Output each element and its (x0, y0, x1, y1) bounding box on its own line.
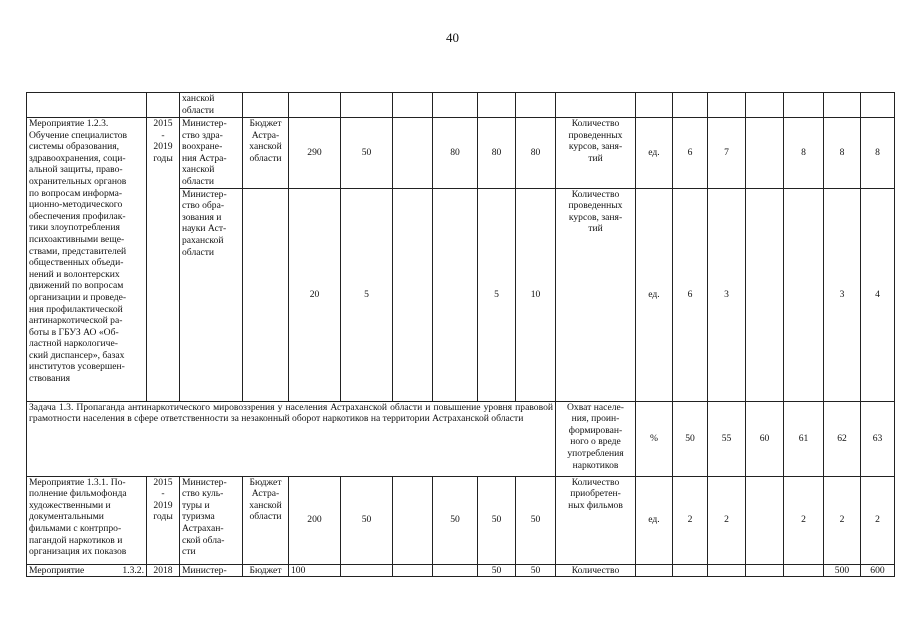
cell-empty (746, 93, 784, 118)
cell-empty (27, 93, 147, 118)
indicator-cell: Количество (556, 564, 636, 577)
funding-2018-cell: 5 (478, 188, 516, 401)
indicator-2019-cell: 600 (861, 564, 895, 577)
unit-cell: ед. (636, 476, 673, 564)
unit-cell (636, 564, 673, 577)
unit-cell: % (636, 401, 673, 476)
indicator-base-cell: 50 (673, 401, 708, 476)
indicator-2015-cell: 55 (708, 401, 746, 476)
page-number: 40 (446, 30, 459, 45)
cell-empty (556, 93, 636, 118)
cell-empty (243, 188, 289, 401)
unit-cell: ед. (636, 118, 673, 189)
funding-2016-cell (393, 476, 433, 564)
funding-2017-cell (433, 188, 478, 401)
program-measures-table (26, 92, 895, 577)
cell-empty (478, 93, 516, 118)
funding-2015-cell: 50 (341, 476, 393, 564)
indicator-2018-cell: 500 (824, 564, 861, 577)
indicator-2018-cell: 3 (824, 188, 861, 401)
indicator-2018-cell: 2 (824, 476, 861, 564)
indicator-cell: Количество приобретен- ных фильмов (556, 476, 636, 564)
funding-source-cell: Бюджет Астра- ханской области (243, 118, 289, 189)
indicator-2016-cell (746, 188, 784, 401)
funding-2018-cell: 80 (478, 118, 516, 189)
cell-empty (824, 93, 861, 118)
funding-total-cell: 290 (289, 118, 341, 189)
period-cell: 2018 (147, 564, 180, 577)
period-cell: 2015 - 2019 годы (147, 476, 180, 564)
funding-2015-cell (341, 564, 393, 577)
indicator-2015-cell (708, 564, 746, 577)
indicator-2019-cell: 63 (861, 401, 895, 476)
table-row-measure-1-2-3-health (27, 118, 895, 189)
ministry-continuation-cell: ханской области (180, 93, 243, 118)
indicator-2017-cell (784, 564, 824, 577)
cell-empty (433, 93, 478, 118)
indicator-2016-cell (746, 564, 784, 577)
cell-empty (393, 93, 433, 118)
cell-empty (673, 93, 708, 118)
funding-total-cell: 20 (289, 188, 341, 401)
funding-2016-cell (393, 118, 433, 189)
indicator-2017-cell (784, 188, 824, 401)
indicator-base-cell (673, 564, 708, 577)
cell-empty (289, 93, 341, 118)
cell-empty (147, 93, 180, 118)
funding-2018-cell: 50 (478, 564, 516, 577)
executor-cell: Министер- ство куль- туры и туризма Астрахан- ской обла- сти (180, 476, 243, 564)
executor-cell: Министер- ство здра- воохране- ния Астра- ханской области (180, 118, 243, 189)
funding-2019-cell: 80 (516, 118, 556, 189)
indicator-2017-cell: 2 (784, 476, 824, 564)
funding-2017-cell: 50 (433, 476, 478, 564)
indicator-2018-cell: 62 (824, 401, 861, 476)
indicator-2017-cell: 61 (784, 401, 824, 476)
funding-2017-cell (433, 564, 478, 577)
cell-empty (861, 93, 895, 118)
indicator-cell: Количество проведенных курсов, заня- тий (556, 188, 636, 401)
funding-2015-cell: 50 (341, 118, 393, 189)
indicator-2017-cell: 8 (784, 118, 824, 189)
period-cell: 2015 - 2019 годы (147, 118, 180, 402)
indicator-2015-cell: 2 (708, 476, 746, 564)
indicator-2019-cell: 8 (861, 118, 895, 189)
measure-name-cell: Мероприятие 1.3.2. (27, 564, 147, 577)
cell-empty (784, 93, 824, 118)
funding-2019-cell: 50 (516, 564, 556, 577)
cell-empty (516, 93, 556, 118)
funding-2019-cell: 10 (516, 188, 556, 401)
funding-source-cell: Бюджет (243, 564, 289, 577)
table-row-measure-1-3-2 (27, 564, 895, 577)
indicator-cell: Количество проведенных курсов, заня- тий (556, 118, 636, 189)
indicator-2016-cell: 60 (746, 401, 784, 476)
indicator-base-cell: 2 (673, 476, 708, 564)
funding-2015-cell: 5 (341, 188, 393, 401)
table-row-task-1-3 (27, 401, 895, 476)
measure-name-cell: Мероприятие 1.2.3. Обучение специалистов системы образования, здравоохранения, соци- альной защиты, право- охранительных органов по вопросам информа- ционно-методического обеспечения профилак- тики злоупотребления психоактивными веще- ствами, представителей общественных объеди- нений и волонтерских движений по вопросам организации и проведе- ния профилактической антинаркотической ра- боты в ГБУЗ АО «Об- ластной наркологиче- ский диспансер», базах институтов усовершен- ствования (27, 118, 147, 402)
cell-empty (708, 93, 746, 118)
funding-source-cell: Бюджет Астра- ханской области (243, 476, 289, 564)
table-row-measure-1-3-1 (27, 476, 895, 564)
cell-empty (243, 93, 289, 118)
task-description-cell: Задача 1.3. Пропаганда антинаркотического мировоззрения у населения Астраханской области и повышение уровня правовой грамотности населения в сфере ответственности за незаконный оборот наркотиков на территории Астраханской области (27, 401, 556, 476)
indicator-cell: Охват населе- ния, проин- формирован- ного о вреде употребления наркотиков (556, 401, 636, 476)
funding-2018-cell: 50 (478, 476, 516, 564)
cell-empty (341, 93, 393, 118)
funding-total-cell: 200 (289, 476, 341, 564)
indicator-base-cell: 6 (673, 118, 708, 189)
funding-2017-cell: 80 (433, 118, 478, 189)
measure-name-cell: Мероприятие 1.3.1. По- полнение фильмофонда художественными и документальными фильмами с контрпро- пагандой наркотиков и организация их показов (27, 476, 147, 564)
indicator-2019-cell: 2 (861, 476, 895, 564)
cell-empty (636, 93, 673, 118)
funding-2019-cell: 50 (516, 476, 556, 564)
indicator-base-cell: 6 (673, 188, 708, 401)
funding-total-cell: 100 (289, 564, 341, 577)
indicator-2018-cell: 8 (824, 118, 861, 189)
executor-cell: Министер- ство обра- зования и науки Аст- раханской области (180, 188, 243, 401)
indicator-2015-cell: 7 (708, 118, 746, 189)
table-row-continuation (27, 93, 895, 118)
funding-2016-cell (393, 564, 433, 577)
indicator-2015-cell: 3 (708, 188, 746, 401)
indicator-2016-cell (746, 476, 784, 564)
executor-cell: Министер- (180, 564, 243, 577)
indicator-2019-cell: 4 (861, 188, 895, 401)
unit-cell: ед. (636, 188, 673, 401)
funding-2016-cell (393, 188, 433, 401)
indicator-2016-cell (746, 118, 784, 189)
